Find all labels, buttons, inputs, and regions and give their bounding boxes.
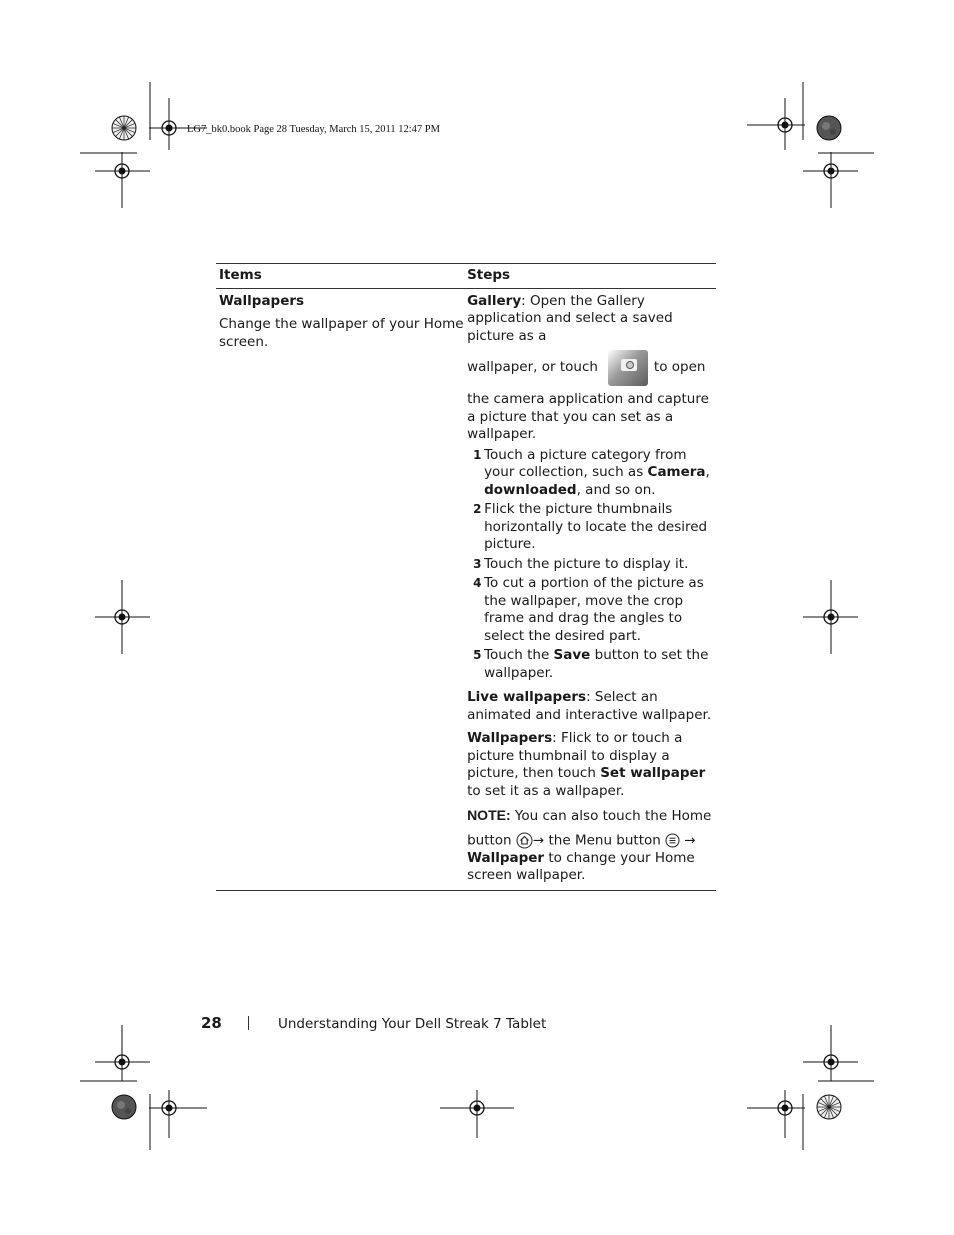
step-text: Touch the: [484, 647, 554, 663]
note-label: NOTE:: [467, 807, 511, 823]
arrow-icon: →: [532, 832, 545, 848]
note-text: You can also touch the Home: [510, 808, 712, 824]
live-wallpapers-paragraph: [467, 689, 716, 724]
list-item: [467, 447, 716, 500]
item-title: Wallpapers: [219, 292, 305, 309]
step-text: To cut a portion of the picture as the wallpaper, move the crop frame and drag the angles to select the desired part.: [484, 575, 704, 644]
step-number: 5: [473, 648, 482, 662]
header-items: Items: [216, 264, 464, 289]
list-item: [467, 501, 716, 554]
step-number: 4: [473, 576, 482, 590]
header-steps: Steps: [464, 264, 716, 289]
gallery-label: Gallery: [467, 292, 522, 309]
step-text: , and so on.: [576, 481, 656, 498]
menu-icon: [665, 833, 680, 848]
list-item: [467, 556, 716, 574]
footer-divider: [248, 1016, 249, 1030]
list-item: [467, 647, 716, 682]
step-text: ,: [705, 464, 710, 480]
live-wallpapers-label: Live wallpapers: [467, 689, 587, 705]
page-number: 28: [201, 1014, 222, 1032]
items-cell: [216, 288, 464, 890]
wallpaper-term: Wallpaper: [467, 849, 545, 866]
camera-icon[interactable]: [608, 350, 648, 386]
note-menu-text: the Menu button: [544, 832, 666, 848]
set-wallpaper-term: Set wallpaper: [600, 765, 706, 781]
wallpapers-label: Wallpapers: [467, 730, 553, 746]
note-continuation: [467, 832, 716, 885]
gallery-text: : Open the Gallery application and select a saved picture as a: [467, 292, 673, 344]
table-row: [216, 288, 716, 890]
gallery-paragraph: [467, 293, 716, 346]
note-text-2: to change your Home screen wallpaper.: [467, 849, 695, 883]
note-paragraph: [467, 807, 716, 826]
list-item: [467, 575, 716, 645]
step-number: 1: [473, 447, 482, 462]
steps-list: [467, 447, 716, 683]
camera-line-text-a: wallpaper, or touch: [467, 359, 598, 376]
step-number: 2: [473, 502, 482, 516]
arrow-icon: →: [684, 832, 696, 848]
step-text: Touch a picture category from your collection, such as: [484, 446, 687, 480]
step-text: button to set the wallpaper.: [484, 647, 709, 681]
downloaded-term: downloaded: [484, 481, 577, 498]
wallpapers-text: : Flick to or touch a picture thumbnail to display a picture, then touch: [467, 730, 683, 781]
save-term: Save: [553, 647, 591, 663]
settings-table: [216, 263, 716, 891]
step-text: Flick the picture thumbnails horizontally to locate the desired picture.: [484, 501, 708, 552]
footer-title: Understanding Your Dell Streak 7 Tablet: [278, 1016, 547, 1032]
note-button-word: button: [467, 832, 512, 848]
step-number: 3: [473, 556, 482, 571]
live-wallpapers-text: : Select an animated and interactive wallpaper.: [467, 689, 712, 723]
wallpapers-text-2: to set it as a wallpaper.: [467, 782, 625, 799]
camera-term: Camera: [647, 464, 706, 480]
wallpapers-paragraph: [467, 730, 716, 800]
print-slug: LG7_bk0.book Page 28 Tuesday, March 15, 2011 12:47 PM: [187, 124, 440, 135]
camera-paragraph: the camera application and capture a picture that you can set as a wallpaper.: [467, 391, 709, 442]
step-text: Touch the picture to display it.: [484, 555, 689, 572]
table-header-row: [216, 264, 716, 289]
steps-cell: [464, 288, 716, 890]
camera-line: [467, 349, 716, 387]
item-description: Change the wallpaper of your Home screen.: [219, 316, 464, 350]
home-icon: [516, 832, 533, 849]
camera-line-text-b: to open: [653, 359, 706, 376]
